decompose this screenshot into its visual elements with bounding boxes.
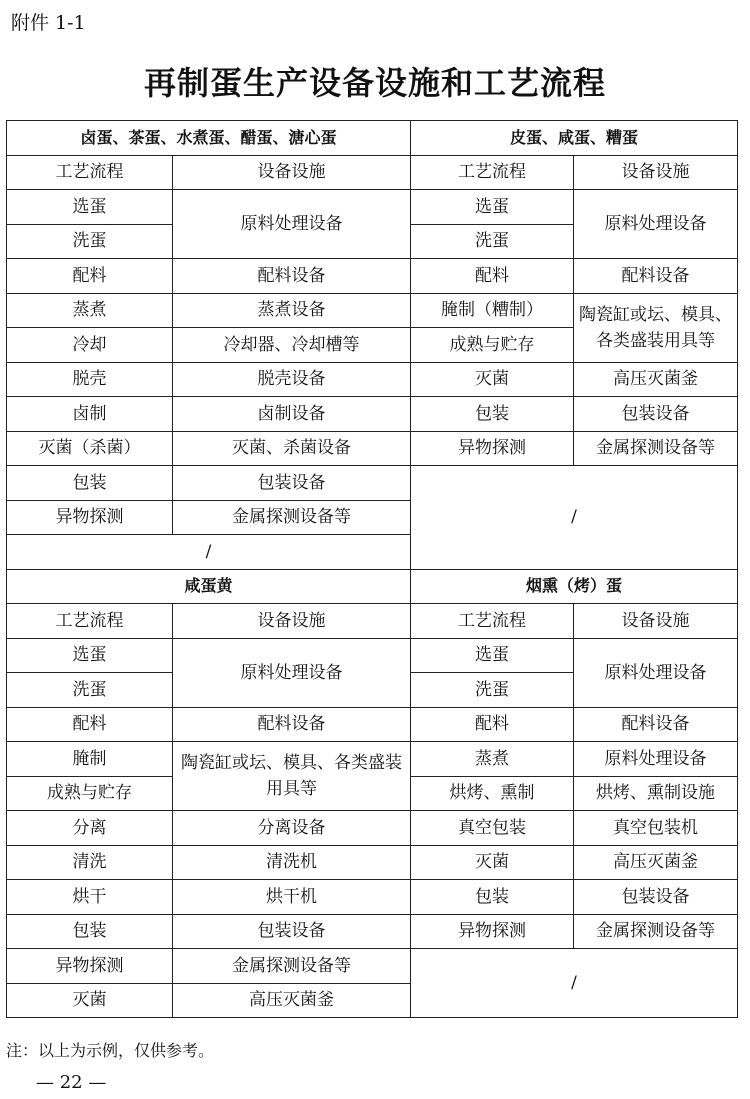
table-cell-process: 灭菌（杀菌） [7,431,173,466]
attachment-label: 附件 1-1 [11,12,86,34]
empty-mark: / [411,949,738,1018]
table-cell-process: 成熟与贮存 [411,328,574,363]
table-cell-process: 配料 [7,707,173,742]
table-cell-equipment: 配料设备 [173,707,411,742]
table-cell-equipment: 配料设备 [574,259,738,294]
process-equipment-table [6,120,738,1018]
table-cell-equipment: 配料设备 [173,259,411,294]
table-cell-process: 洗蛋 [411,673,574,708]
footnote: 注：以上为示例，仅供参考。 [6,1041,215,1060]
column-header-equipment: 设备设施 [173,604,411,639]
table-cell-equipment: 金属探测设备等 [574,431,738,466]
column-header-process: 工艺流程 [7,604,173,639]
table-cell-process: 包装 [7,914,173,949]
table-cell-process: 洗蛋 [7,673,173,708]
table-cell-equipment: 金属探测设备等 [173,500,411,535]
table-cell-process: 卤制 [7,397,173,432]
page-number: — 22 — [36,1072,107,1093]
table-cell-equipment: 脱壳设备 [173,362,411,397]
empty-mark: / [7,535,411,570]
table-cell-process: 异物探测 [411,914,574,949]
table-cell-process: 选蛋 [411,638,574,673]
table-cell-equipment: 烘干机 [173,880,411,915]
column-header-equipment: 设备设施 [574,155,738,190]
table-cell-equipment: 原料处理设备 [574,638,738,707]
table-cell-equipment: 原料处理设备 [173,638,411,707]
table-cell-process: 配料 [7,259,173,294]
table-cell-process: 灭菌 [7,983,173,1018]
table-cell-process: 清洗 [7,845,173,880]
table-cell-equipment: 卤制设备 [173,397,411,432]
table-cell-equipment: 灭菌、杀菌设备 [173,431,411,466]
table-cell-equipment: 原料处理设备 [173,190,411,259]
column-header-equipment: 设备设施 [173,155,411,190]
table-cell-equipment: 陶瓷缸或坛、模具、各类盛装用具等 [574,293,738,362]
table-cell-equipment: 高压灭菌釜 [574,845,738,880]
table-cell-process: 腌制 [7,742,173,777]
column-header-process: 工艺流程 [411,155,574,190]
column-header-equipment: 设备设施 [574,604,738,639]
table-cell-equipment: 陶瓷缸或坛、模具、各类盛装用具等 [173,742,411,811]
table-cell-process: 配料 [411,259,574,294]
table-cell-equipment: 分离设备 [173,811,411,846]
table-cell-process: 烘烤、熏制 [411,776,574,811]
table-cell-equipment: 冷却器、冷却槽等 [173,328,411,363]
table-cell-equipment: 清洗机 [173,845,411,880]
table-cell-process: 真空包装 [411,811,574,846]
table-cell-equipment: 包装设备 [574,880,738,915]
table-cell-equipment: 包装设备 [574,397,738,432]
table-cell-process: 蒸煮 [7,293,173,328]
section-header-pi: 皮蛋、咸蛋、糟蛋 [411,121,738,156]
table-cell-process: 蒸煮 [411,742,574,777]
table-cell-equipment: 配料设备 [574,707,738,742]
table-cell-process: 异物探测 [411,431,574,466]
table-cell-equipment: 原料处理设备 [574,742,738,777]
table-cell-process: 冷却 [7,328,173,363]
table-cell-process: 洗蛋 [7,224,173,259]
table-cell-equipment: 高压灭菌釜 [173,983,411,1018]
table-cell-equipment: 金属探测设备等 [173,949,411,984]
table-cell-process: 成熟与贮存 [7,776,173,811]
table-cell-process: 脱壳 [7,362,173,397]
table-cell-equipment: 金属探测设备等 [574,914,738,949]
table-cell-process: 洗蛋 [411,224,574,259]
table-cell-equipment: 蒸煮设备 [173,293,411,328]
table-cell-process: 选蛋 [7,190,173,225]
table-cell-process: 包装 [411,397,574,432]
table-cell-equipment: 烘烤、熏制设施 [574,776,738,811]
empty-mark: / [411,466,738,570]
column-header-process: 工艺流程 [7,155,173,190]
table-cell-equipment: 高压灭菌釜 [574,362,738,397]
table-cell-process: 分离 [7,811,173,846]
table-cell-process: 配料 [411,707,574,742]
table-cell-process: 灭菌 [411,362,574,397]
table-cell-process: 灭菌 [411,845,574,880]
column-header-process: 工艺流程 [411,604,574,639]
table-cell-process: 选蛋 [411,190,574,225]
table-cell-process: 包装 [7,466,173,501]
table-cell-process: 烘干 [7,880,173,915]
table-cell-equipment: 真空包装机 [574,811,738,846]
section-header-yan: 烟熏（烤）蛋 [411,569,738,604]
table-cell-process: 异物探测 [7,949,173,984]
table-cell-equipment: 包装设备 [173,466,411,501]
section-header-lu: 卤蛋、茶蛋、水煮蛋、醋蛋、溏心蛋 [7,121,411,156]
table-cell-equipment: 原料处理设备 [574,190,738,259]
table-cell-process: 包装 [411,880,574,915]
table-cell-process: 腌制（糟制） [411,293,574,328]
table-cell-process: 异物探测 [7,500,173,535]
table-cell-equipment: 包装设备 [173,914,411,949]
section-header-xian: 咸蛋黄 [7,569,411,604]
page-title: 再制蛋生产设备设施和工艺流程 [143,64,606,102]
table-cell-process: 选蛋 [7,638,173,673]
